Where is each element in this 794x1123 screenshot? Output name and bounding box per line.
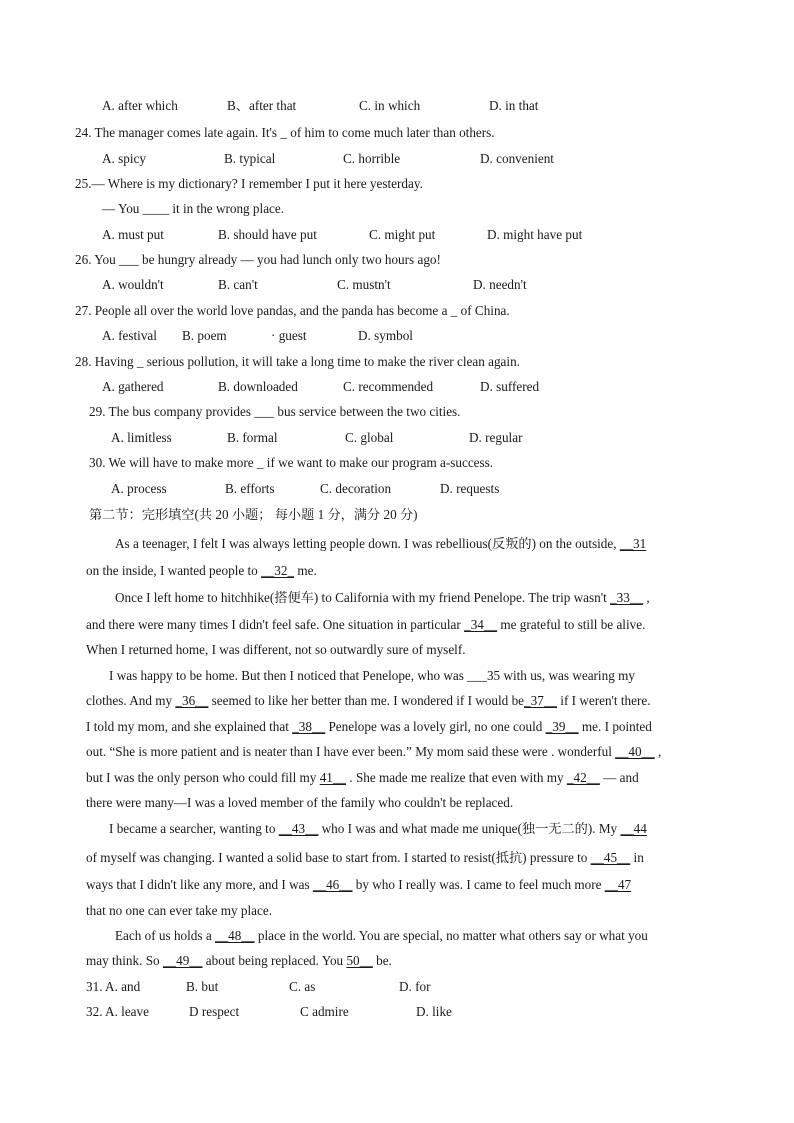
passage-text: — and — [599, 770, 639, 785]
passage-line: I was happy to be home. But then I noticed that Penelope, who was ___35 with us, was wearing my — [109, 668, 635, 683]
blank-37: _37__ — [524, 693, 557, 708]
q32-option-a: 32. A. leave — [86, 1004, 149, 1019]
blank-34: _34__ — [464, 617, 498, 632]
q25-stem-reply: — You ____ it in the wrong place. — [102, 201, 285, 216]
blank-46: __46__ — [312, 877, 353, 892]
passage-line: When I returned home, I was different, not so outwardly sure of myself. — [86, 642, 466, 657]
q27-option-c: · guest — [271, 328, 307, 343]
q27-stem: 27. People all over the world love pandas, and the panda has become a _ of China. — [75, 303, 510, 318]
q29-option-a: A. limitless — [111, 430, 172, 445]
passage-text: who I was and what made me unique(独一无二的). My — [318, 821, 621, 836]
passage-line — [109, 821, 647, 837]
passage-line — [86, 744, 661, 760]
q30-option-b: B. efforts — [225, 481, 275, 496]
passage-text: ways that I didn't like any more, and I was — [86, 877, 313, 892]
passage-line — [115, 590, 650, 606]
passage-text: out. “She is more patient and is neater than I have ever been.” My mom said these were . wonderful — [86, 744, 616, 759]
q31-option-a: 31. A. and — [86, 979, 141, 994]
passage-line — [86, 563, 317, 579]
q26-option-d: D. needn't — [473, 277, 527, 292]
passage-line — [86, 877, 631, 893]
passage-text: I told my mom, and she explained that — [86, 719, 293, 734]
q31-option-d: D. for — [399, 979, 431, 994]
passage-text: me. — [294, 563, 317, 578]
passage-line: there were many—I was a loved member of the family who couldn't be replaced. — [86, 795, 514, 810]
blank-49: __49__ — [162, 953, 203, 968]
blank-36: _36__ — [175, 693, 209, 708]
passage-text: , — [643, 590, 650, 605]
passage-text: As a teenager, I felt I was always letting people down. I was rebellious(反叛的) on the outside, — [115, 536, 620, 551]
passage-text: clothes. And my — [86, 693, 176, 708]
passage-line — [115, 928, 648, 944]
blank-33: _33__ — [610, 590, 644, 605]
passage-line — [115, 536, 646, 552]
passage-text: of myself was changing. I wanted a solid base to start from. I started to resist(抵抗) pressure to — [86, 850, 591, 865]
passage-line — [86, 953, 392, 969]
q28-option-c: C. recommended — [343, 379, 434, 394]
passage-text: on the inside, I wanted people to — [86, 563, 262, 578]
blank-40: __40__ — [615, 744, 655, 759]
q28-option-a: A. gathered — [102, 379, 164, 394]
passage-text: but I was the only person who could fill my — [86, 770, 320, 785]
passage-line — [86, 617, 645, 633]
blank-48: __48__ — [214, 928, 255, 943]
section-heading: 第二节：完形填空(共 20 小题； 每小题 1 分，满分 20 分) — [89, 507, 418, 522]
q25-stem: 25.— Where is my dictionary? I remember I put it here yesterday. — [75, 176, 423, 191]
passage-line — [86, 719, 652, 735]
blank-39: _39__ — [545, 719, 579, 734]
passage-text: place in the world. You are special, no matter what others say or what you — [254, 928, 648, 943]
q28-option-d: D. suffered — [480, 379, 540, 394]
passage-text: in — [630, 850, 644, 865]
q23-option-a: A. after which — [102, 98, 178, 113]
q30-option-c: C. decoration — [320, 481, 392, 496]
q24-option-a: A. spicy — [102, 151, 146, 166]
passage-line — [86, 850, 644, 866]
passage-line: that no one can ever take my place. — [86, 903, 273, 918]
blank-43: __43__ — [278, 821, 319, 836]
q24-option-b: B. typical — [224, 151, 276, 166]
blank-50: 50__ — [346, 953, 373, 968]
passage-text: , — [654, 744, 662, 759]
passage-text: about being replaced. You — [202, 953, 347, 968]
passage-text: seemed to like her better than me. I wondered if I would be — [208, 693, 525, 708]
q27-option-d: D. symbol — [358, 328, 413, 343]
q23-option-c: C. in which — [359, 98, 421, 113]
q23-option-b: B、after that — [227, 98, 297, 113]
passage-text: by who I really was. I came to feel much more — [352, 877, 605, 892]
passage-text: and there were many times I didn't feel safe. One situation in particular — [86, 617, 465, 632]
blank-32: __32_ — [261, 563, 295, 578]
blank-31: __31 — [619, 536, 647, 551]
q31-option-c: C. as — [289, 979, 316, 994]
q32-option-c: C admire — [300, 1004, 349, 1019]
q25-option-d: D. might have put — [487, 227, 583, 242]
passage-text: Each of us holds a — [115, 928, 215, 943]
q31-option-b: B. but — [186, 979, 219, 994]
q26-option-b: B. can't — [218, 277, 258, 292]
q24-option-c: C. horrible — [343, 151, 401, 166]
blank-44: __44 — [620, 821, 647, 836]
q23-option-d: D. in that — [489, 98, 539, 113]
blank-41: 41__ — [319, 770, 347, 785]
q27-option-a: A. festival — [102, 328, 157, 343]
q28-stem: 28. Having _ serious pollution, it will take a long time to make the river clean again. — [75, 354, 520, 369]
passage-text: me. I pointed — [578, 719, 652, 734]
q25-option-b: B. should have put — [218, 227, 317, 242]
passage-text: may think. So — [86, 953, 163, 968]
passage-text: I became a searcher, wanting to — [109, 821, 279, 836]
passage-line — [86, 770, 639, 786]
passage-text: me grateful to still be alive. — [497, 617, 646, 632]
q25-option-c: C. might put — [369, 227, 436, 242]
q30-option-a: A. process — [111, 481, 167, 496]
q32-option-d: D. like — [416, 1004, 452, 1019]
passage-text: be. — [372, 953, 392, 968]
passage-text: Once I left home to hitchhike(搭便车) to California with my friend Penelope. The trip wasn't — [115, 590, 611, 605]
q26-stem: 26. You ___ be hungry already — you had lunch only two hours ago! — [75, 252, 441, 267]
q29-option-b: B. formal — [227, 430, 278, 445]
q30-stem: 30. We will have to make more _ if we want to make our program a-success. — [89, 455, 494, 470]
q28-option-b: B. downloaded — [218, 379, 298, 394]
passage-text: if I weren't there. — [557, 693, 651, 708]
q32-option-b: D respect — [189, 1004, 240, 1019]
blank-42: _42__ — [566, 770, 600, 785]
q29-option-d: D. regular — [469, 430, 523, 445]
q24-option-d: D. convenient — [480, 151, 554, 166]
blank-38: _38__ — [292, 719, 326, 734]
q27-option-b: B. poem — [182, 328, 227, 343]
q26-option-a: A. wouldn't — [102, 277, 164, 292]
passage-text: . She made me realize that even with my — [346, 770, 567, 785]
passage-line — [86, 693, 651, 709]
q26-option-c: C. mustn't — [337, 277, 391, 292]
blank-45: __45__ — [590, 850, 631, 865]
q30-option-d: D. requests — [440, 481, 500, 496]
q25-option-a: A. must put — [102, 227, 164, 242]
q29-option-c: C. global — [345, 430, 394, 445]
q29-stem: 29. The bus company provides ___ bus service between the two cities. — [89, 404, 461, 419]
q24-stem: 24. The manager comes late again. It's _ of him to come much later than others. — [75, 125, 495, 140]
blank-47: __47 — [604, 877, 632, 892]
passage-text: Penelope was a lovely girl, no one could — [325, 719, 546, 734]
